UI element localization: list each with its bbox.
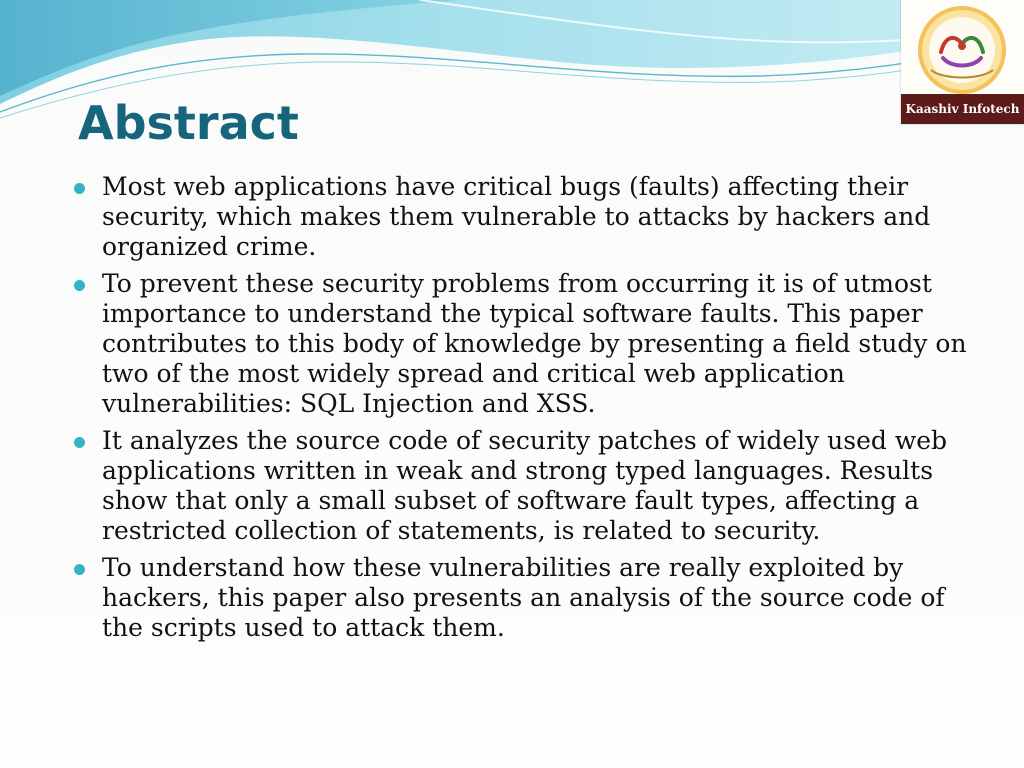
bullet-dot-icon <box>74 280 85 291</box>
bullet-text: It analyzes the source code of security patches of widely used web applications written in weak and strong typed languages. Results show that only a small subset of software fault types, affecting a restricted collection of statements, is related to security. <box>102 426 948 545</box>
company-logo <box>901 0 1024 124</box>
bullet-text: Most web applications have critical bugs (faults) affecting their security, which makes them vulnerable to attacks by hackers and organized crime. <box>102 172 931 261</box>
bullet-text: To prevent these security problems from occurring it is of utmost importance to understand the typical software faults. This paper contributes to this body of knowledge by presenting a field study on two of the most widely spread and critical web application vulnerabilities: SQL Injection and XSS. <box>102 269 967 418</box>
bullet-item <box>72 426 992 546</box>
lotus-emblem-icon <box>901 0 1024 94</box>
logo-caption: Kaashiv Infotech <box>901 94 1024 124</box>
bullet-dot-icon <box>74 183 85 194</box>
bullet-item <box>72 269 992 419</box>
slide-title: Abstract <box>78 96 299 150</box>
bullet-item <box>72 172 992 262</box>
bullet-text: To understand how these vulnerabilities are really exploited by hackers, this paper also presents an analysis of the source code of the scripts used to attack them. <box>102 553 945 642</box>
bullet-dot-icon <box>74 437 85 448</box>
bullet-list <box>72 172 992 650</box>
bullet-item <box>72 553 992 643</box>
bullet-dot-icon <box>74 564 85 575</box>
